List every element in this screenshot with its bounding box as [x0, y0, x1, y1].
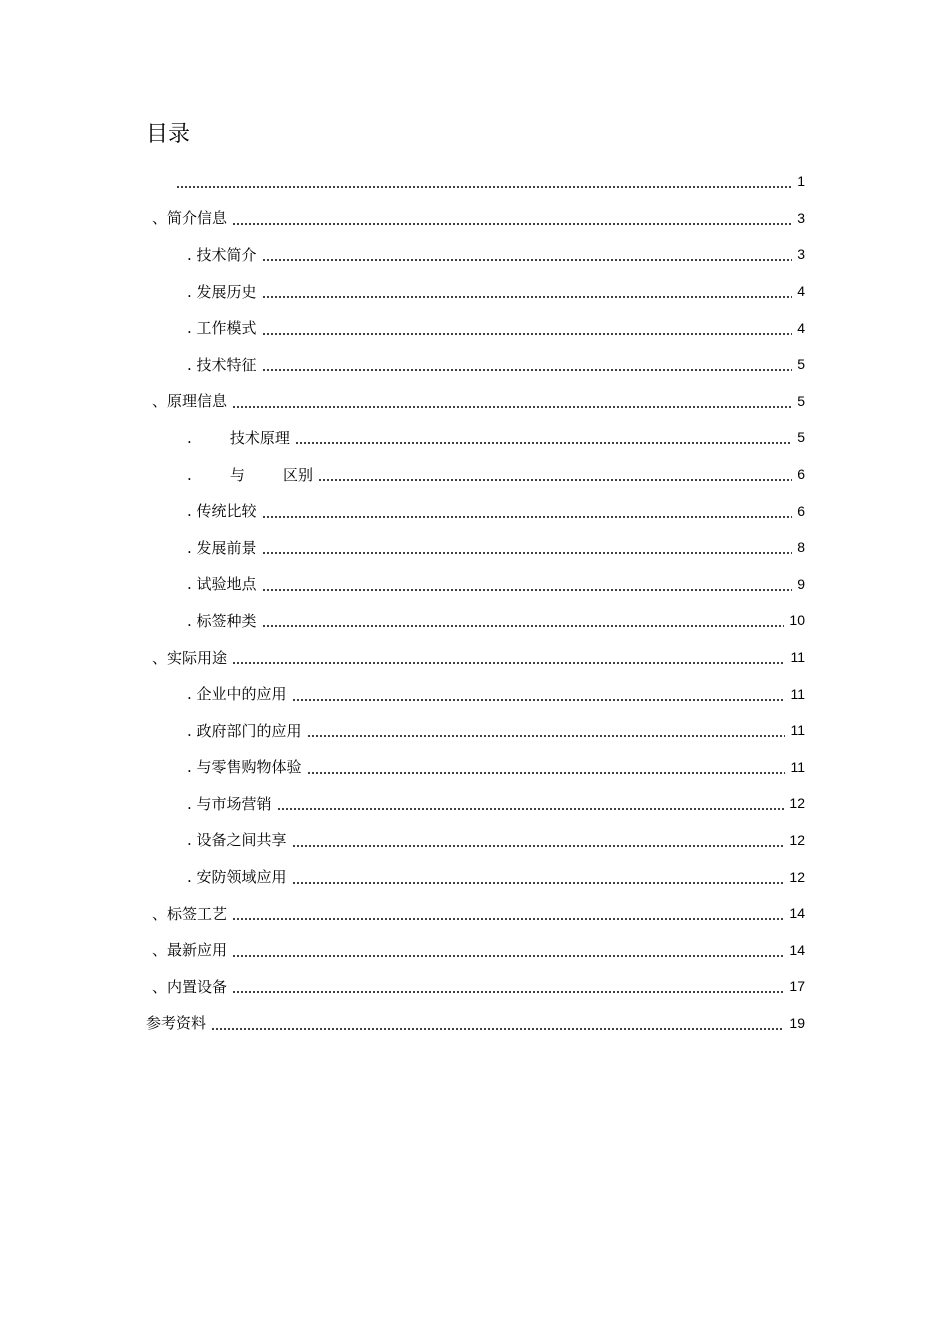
toc-entry-label: 、内置设备: [152, 977, 228, 996]
toc-entry-page: 8: [797, 539, 805, 556]
toc-entry[interactable]: [152, 200, 805, 237]
toc-entry-page: 17: [789, 978, 805, 995]
dot-leader: [295, 442, 792, 444]
toc-entry-label: . 试验地点: [187, 575, 257, 594]
dot-leader: [232, 918, 784, 920]
toc-entry[interactable]: [187, 346, 805, 383]
toc-entry[interactable]: [187, 675, 805, 712]
toc-entry-page: 10: [789, 612, 805, 629]
toc-entry-page: 1: [797, 173, 805, 190]
toc-title: 目录: [146, 122, 191, 147]
toc-entry-label: . 技术简介: [187, 245, 257, 264]
dot-leader: [277, 808, 785, 810]
toc-entry-label: . 安防领域应用: [187, 868, 287, 887]
toc-entry-label: . 与零售购物体验: [187, 758, 302, 777]
toc-entry-label: . 发展历史: [187, 282, 257, 301]
toc-entry-label: . 工作模式: [187, 319, 257, 338]
dot-leader: [262, 369, 793, 371]
toc-entry[interactable]: [187, 785, 805, 822]
toc-entry-label: 、实际用途: [152, 648, 228, 667]
toc-entry-page: 9: [797, 575, 805, 592]
toc-entry-page: 5: [797, 429, 805, 446]
toc-entry-label: . 与市场营销: [187, 794, 272, 813]
toc-entry[interactable]: [152, 931, 805, 968]
toc-entry[interactable]: [146, 1005, 805, 1042]
toc-entry[interactable]: [187, 822, 805, 859]
toc-entry-page: 12: [789, 831, 805, 848]
toc-entry-page: 12: [789, 868, 805, 885]
toc-entry-label: . 发展前景: [187, 538, 257, 557]
toc-entry-page: 3: [797, 246, 805, 263]
toc-entry-label: 、简介信息: [152, 209, 228, 228]
toc-entry-label: . 与 区别: [187, 465, 314, 484]
toc-entry[interactable]: [187, 566, 805, 603]
toc-entry[interactable]: [187, 529, 805, 566]
dot-leader: [232, 991, 784, 993]
toc-entry[interactable]: [187, 858, 805, 895]
dot-leader: [232, 406, 792, 408]
toc-entry-page: 6: [797, 502, 805, 519]
toc-entry-page: 11: [790, 722, 805, 739]
toc-entry[interactable]: [152, 968, 805, 1005]
dot-leader: [262, 259, 793, 261]
toc-entry-page: 11: [790, 649, 805, 666]
dot-leader: [232, 662, 785, 664]
dot-leader: [262, 296, 793, 298]
toc-entry-page: 11: [790, 758, 805, 775]
toc-entry-page: 14: [789, 941, 805, 958]
toc-entry-page: 19: [789, 1014, 805, 1031]
toc-entry-label: . 技术原理: [187, 428, 290, 447]
dot-leader: [262, 333, 793, 335]
toc-entry[interactable]: [187, 456, 805, 493]
toc-entry-label: . 传统比较: [187, 502, 257, 521]
toc-entry[interactable]: [187, 309, 805, 346]
dot-leader: [292, 882, 785, 884]
toc-entry[interactable]: [187, 712, 805, 749]
toc-entry[interactable]: [187, 236, 805, 273]
toc-entry[interactable]: [187, 492, 805, 529]
toc-entry[interactable]: [152, 639, 805, 676]
toc-entry-page: 4: [797, 319, 805, 336]
dot-leader: [318, 479, 792, 481]
toc-entry[interactable]: [152, 895, 805, 932]
dot-leader: [262, 589, 793, 591]
dot-leader: [292, 845, 785, 847]
toc-entry-page: 11: [790, 685, 805, 702]
toc-entry-page: 14: [789, 905, 805, 922]
toc-entry-label: 参考资料: [146, 1014, 207, 1033]
toc-entry-page: 12: [789, 795, 805, 812]
dot-leader: [262, 625, 785, 627]
dot-leader: [307, 735, 786, 737]
toc-entry-page: 5: [797, 392, 805, 409]
dot-leader: [292, 699, 786, 701]
toc-entry-label: . 政府部门的应用: [187, 721, 302, 740]
dot-leader: [232, 955, 784, 957]
toc-entry-label: . 企业中的应用: [187, 685, 287, 704]
toc-entry[interactable]: [152, 383, 805, 420]
toc-entry-label: . 标签种类: [187, 611, 257, 630]
toc-entry-label: . 技术特征: [187, 355, 257, 374]
dot-leader: [176, 186, 792, 188]
dot-leader: [262, 516, 793, 518]
toc-entry[interactable]: [187, 749, 805, 786]
dot-leader: [232, 223, 792, 225]
toc-entry-label: 、最新应用: [152, 941, 228, 960]
toc-entry[interactable]: [187, 602, 805, 639]
toc-entry[interactable]: [187, 273, 805, 310]
dot-leader: [262, 552, 793, 554]
toc-entry-label: 、原理信息: [152, 392, 228, 411]
toc-entry-page: 5: [797, 356, 805, 373]
toc-entry-label: 、标签工艺: [152, 904, 228, 923]
toc-entry-label: . 设备之间共享: [187, 831, 287, 850]
toc-entry-page: 3: [797, 209, 805, 226]
dot-leader: [307, 772, 786, 774]
dot-leader: [211, 1028, 784, 1030]
toc-entry-page: 4: [797, 283, 805, 300]
toc-entry[interactable]: [171, 163, 805, 200]
toc-entry-page: 6: [797, 466, 805, 483]
toc-list: [0, 163, 950, 1041]
toc-entry[interactable]: [187, 419, 805, 456]
